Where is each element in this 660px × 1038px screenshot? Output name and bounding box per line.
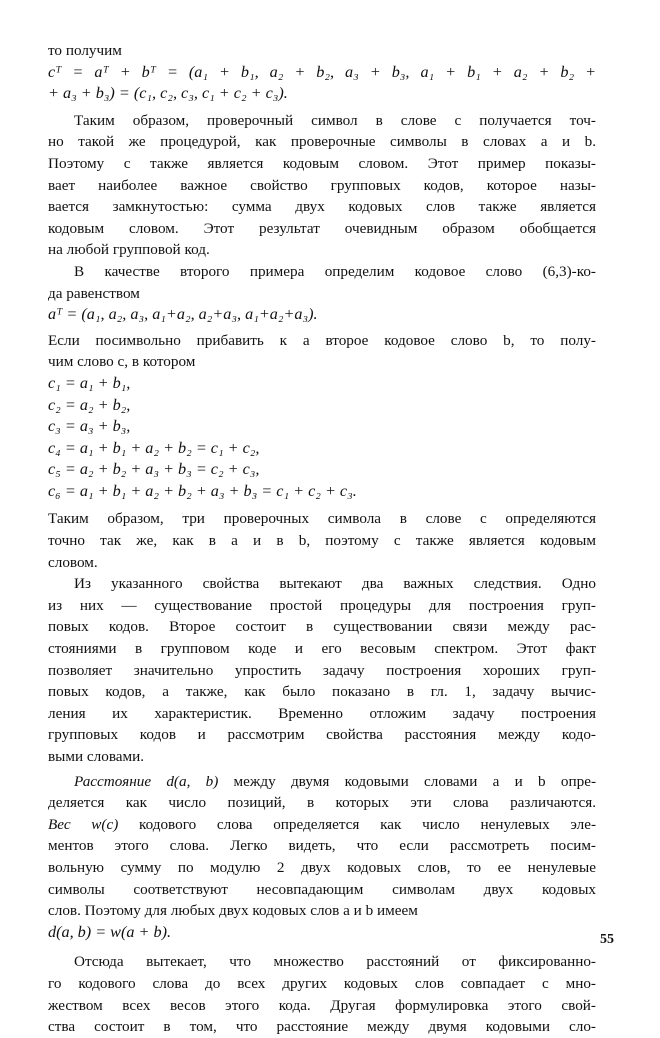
equation-line: cᵀ = aᵀ + bᵀ = (a₁ + b₁, a₂ + b₂, a₃ + b₃, a₁ + b₁ + a₂ + b₂ +	[48, 62, 596, 81]
text-line: Поэтому c также является кодовым словом. Этот пример показы-	[48, 154, 596, 172]
text-line: слов. Поэтому для любых двух кодовых слов a и b имеем	[48, 902, 418, 920]
text-line: чим слово c, в котором	[48, 353, 196, 371]
page-body	[48, 40, 596, 1038]
equation-line: c₁ = a₁ + b₁,	[48, 373, 131, 392]
text-line: выми словами.	[48, 748, 145, 765]
text-line: но такой же процедурой, как проверочные символы в словах a и b.	[48, 133, 596, 151]
equation-line: aᵀ = (a₁, a₂, a₃, a₁+a₂, a₂+a₃, a₁+a₂+a₃).	[48, 305, 318, 324]
text-line: Если посимвольно прибавить к a второе кодовое слово b, то полу-	[48, 331, 596, 349]
text-line: повых кодов, а также, как было показано в гл. 1, задачу вычис-	[48, 683, 596, 701]
text-line	[48, 771, 596, 793]
term-weight: Вес w(c)	[48, 815, 119, 833]
text-line: Таким образом, три проверочных символа в слове c определяются	[48, 510, 596, 528]
text-line: символы соответствуют несовпадающим символам двух кодовых	[48, 880, 596, 898]
equation-line: c₄ = a₁ + b₁ + a₂ + b₂ = c₁ + c₂,	[48, 438, 260, 457]
text-line: В качестве второго примера определим кодовое слово (6,3)-ко-	[74, 262, 596, 280]
text-line: ства состоит в том, что расстояние между двумя кодовыми сло-	[48, 1018, 596, 1036]
equation-line: + a₃ + b₃) = (c₁, c₂, c₃, c₁ + c₂ + c₃).	[48, 84, 288, 103]
text-line: вает наиболее важное свойство групповых кодов, которое назы-	[48, 176, 596, 194]
text-segment: кодового слова определяется как число ненулевых эле-	[118, 815, 597, 833]
text-line: го кодового слова до всех других кодовых слов совпадает с мно-	[48, 974, 596, 992]
text-line: вольную сумму по модулю 2 двух кодовых слов, то ее ненулевые	[48, 858, 596, 876]
text-line: то получим	[48, 42, 122, 59]
equation-line: c₆ = a₁ + b₁ + a₂ + b₂ + a₃ + b₃ = c₁ + c₂ + c₃.	[48, 481, 357, 500]
equation-line: c₃ = a₃ + b₃,	[48, 417, 131, 436]
text-line: словом.	[48, 553, 98, 571]
equation-line: d(a, b) = w(a + b).	[48, 922, 172, 941]
equation-line: c₂ = a₂ + b₂,	[48, 395, 131, 414]
text-line: Из указанного свойства вытекают два важных следствия. Одно	[74, 575, 596, 593]
text-line: групповых кодов и рассмотрим свойства расстояния между кодо-	[48, 726, 596, 744]
text-line: позволяет значительно упростить задачу построения хороших груп-	[48, 661, 596, 679]
text-line: из них — существование простой процедуры для построения груп-	[48, 596, 596, 614]
text-line: на любой групповой код.	[48, 241, 210, 259]
text-line: жеством всех весов этого кода. Другая формулировка этого свой-	[48, 996, 596, 1014]
text-line: повых кодов. Второе состоит в существовании связи между рас-	[48, 618, 596, 636]
term-distance: Расстояние d(a, b)	[74, 772, 219, 790]
text-line: вается замкнутостью: сумма двух кодовых слов также является	[48, 198, 596, 216]
text-line: стояниями в групповом коде и его весовым спектром. Этот факт	[48, 640, 596, 658]
text-segment: между двумя кодовыми словами a и b опре-	[218, 772, 597, 790]
text-line: ления их характеристик. Временно отложим задачу построения	[48, 704, 596, 722]
text-line	[48, 814, 596, 836]
page-number: 55	[600, 932, 614, 947]
text-line: Таким образом, проверочный символ в слове c получается точ-	[74, 111, 596, 129]
text-line: да равенством	[48, 284, 140, 302]
text-line: кодовым словом. Этот результат очевидным образом обобщается	[48, 219, 596, 237]
text-line: ментов этого слова. Легко видеть, что если рассмотреть посим-	[48, 837, 596, 855]
text-line: точно так же, как в a и в b, поэтому c также является кодовым	[48, 532, 596, 550]
text-line: Отсюда вытекает, что множество расстояний от фиксированно-	[74, 953, 596, 971]
equation-line: c₅ = a₂ + b₂ + a₃ + b₃ = c₂ + c₃,	[48, 460, 260, 479]
text-line: деляется как число позиций, в которых эти слова различаются.	[48, 794, 596, 812]
